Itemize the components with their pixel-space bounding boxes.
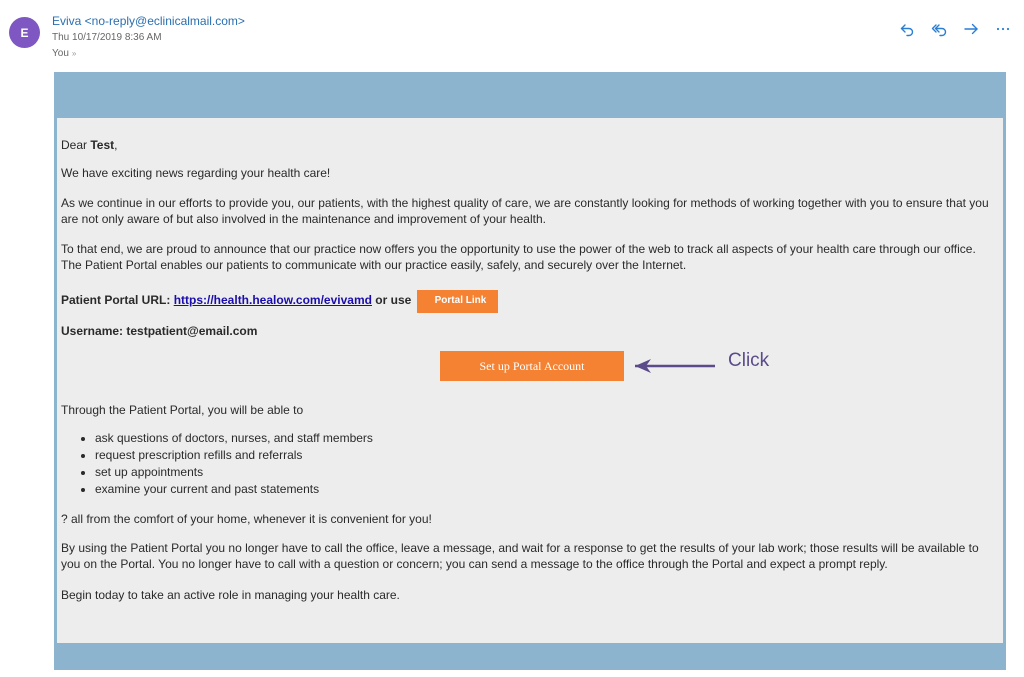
recipient-you: You xyxy=(52,48,69,59)
sender-avatar[interactable]: E xyxy=(9,17,40,48)
intro-text: We have exciting news regarding your health care! xyxy=(61,166,331,180)
reply-icon xyxy=(899,21,915,37)
features-list xyxy=(61,430,995,498)
closing-text: Begin today to take an active role in managing your health care. xyxy=(61,588,400,602)
greeting-suffix: , xyxy=(114,138,118,152)
expand-recipients-icon[interactable]: » xyxy=(71,49,77,58)
comfort-text: ? all from the comfort of your home, whenever it is convenient for you! xyxy=(61,512,432,526)
portal-url-line xyxy=(61,290,999,313)
message-actions xyxy=(898,20,1012,38)
more-actions-button[interactable] xyxy=(994,20,1012,38)
username-line xyxy=(61,323,999,339)
forward-icon xyxy=(963,21,979,37)
paragraph-quality: As we continue in our efforts to provide you, our patients, with the highest quality of care, we are constantly looking for methods of working together with you to ensure that you are not only aware of but also involved in the maintenance and improvement of your health. xyxy=(61,196,989,226)
message-date: Thu 10/17/2019 8:36 AM xyxy=(52,32,162,43)
reply-button[interactable] xyxy=(898,20,916,38)
portal-url-link[interactable]: https://health.healow.com/evivamd xyxy=(173,293,372,307)
portal-link-button[interactable]: Portal Link xyxy=(417,290,499,313)
username-text: Username: testpatient@email.com xyxy=(61,324,258,338)
list-item: • set up appointments xyxy=(95,464,995,481)
message-header xyxy=(0,0,1024,70)
left-arrow-icon xyxy=(633,357,717,375)
recipient-line[interactable] xyxy=(52,48,76,59)
paragraph-announcement: To that end, we are proud to announce that our practice now offers you the opportunity to use the power of the web to track all aspects of your health care through our office. The Patient Portal enables our patients to communicate with our practice easily, safely, and securely over the Internet. xyxy=(61,242,976,272)
click-annotation: Click xyxy=(728,350,770,371)
reply-all-button[interactable] xyxy=(930,20,948,38)
greeting xyxy=(61,137,999,153)
email-body-frame xyxy=(54,72,1006,670)
or-use-text: or use xyxy=(371,293,415,307)
paragraph-lab-results: By using the Patient Portal you no longer have to call the office, leave a message, and wait for a response to get the results of your lab work; those results will be available to you on the Portal. You no longer have to call with a question or concern; you can send a message to the office through the Portal and expect a prompt reply. xyxy=(61,541,979,571)
email-content xyxy=(57,118,1003,643)
portal-url-label: Patient Portal URL: xyxy=(61,293,174,307)
reply-all-icon xyxy=(931,21,947,37)
list-item: • examine your current and past statements xyxy=(95,481,995,498)
list-item: • request prescription refills and referrals xyxy=(95,447,995,464)
list-item: • ask questions of doctors, nurses, and staff members xyxy=(95,430,995,447)
through-portal-text: Through the Patient Portal, you will be able to xyxy=(61,403,304,417)
forward-button[interactable] xyxy=(962,20,980,38)
sender-name[interactable]: Eviva <no-reply@eclinicalmail.com> xyxy=(52,14,245,28)
setup-portal-account-button[interactable]: Set up Portal Account xyxy=(440,351,624,381)
more-icon xyxy=(995,21,1011,37)
greeting-name: Test xyxy=(90,138,115,152)
greeting-prefix: Dear xyxy=(61,138,91,152)
